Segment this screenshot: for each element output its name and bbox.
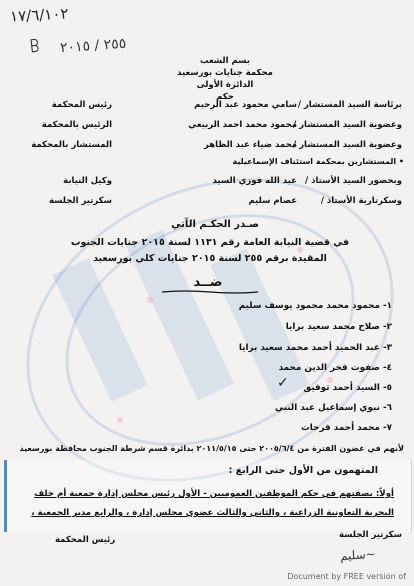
court-name: محكمة جنايات بورسعيد <box>177 68 273 78</box>
against-underline <box>160 290 260 294</box>
panel-title: وعضوية السيد المستشار / <box>293 120 402 130</box>
panel-title: وعضوية السيد المستشار / <box>293 140 402 150</box>
panel-role: المستشار بالمحكمة <box>31 140 112 150</box>
defendant-item: ٥- السيد أحمد توفيق <box>303 383 392 393</box>
secretary-row <box>22 196 402 210</box>
prosecution-row <box>22 176 402 190</box>
panel-name: سامي محمود عبد الرحيم <box>194 100 297 110</box>
footer-watermark-text: Document by FREE version of <box>287 572 406 581</box>
document-header <box>150 55 300 103</box>
handwritten-date: ١٧/٦/١٠٢ <box>9 4 69 26</box>
charge-line-1: أولاً: بصفتهم في حكم الموظفين العموميين - الأول رئيس مجلس إدارة جمعية أم خلف <box>34 489 394 499</box>
prosecution-title: وبحضور السيد الأستاذ / <box>305 176 402 186</box>
basmala: بسم الشعب <box>199 56 251 66</box>
secretary-role: سكرتير الجلسة <box>48 196 112 206</box>
panel-name: محمد ضياء عبد الظاهر <box>203 140 297 150</box>
prosecution-role: وكيل النيابة <box>63 176 112 186</box>
court-circuit: الدائرة الأولى <box>196 80 254 90</box>
against-heading: ضــد <box>193 275 223 290</box>
panel-row-3 <box>22 140 402 154</box>
signature-secretary: سكرتير الجلسة <box>338 530 402 540</box>
defendant-item: ٢- صلاح محمد سعيد برايا <box>285 322 392 332</box>
panel-row-2 <box>22 120 402 134</box>
case-line-1: في قضية النيابة العامة رقم ١١٣١ لسنة ٢٠١٥ جنايات الجنوب <box>70 237 350 248</box>
prosecution-name: عبد الله فوزي السيد <box>212 176 297 186</box>
period-statement: لأنهم في غضون الفترة من ٢٠٠٥/٦/٤ حتى ٢٠١١/٥/١٥ بدائرة قسم شرطة الجنوب محافظة بورسعيد <box>19 444 404 453</box>
defendant-item: ٤- صفوت فخر الدين محمد <box>278 363 392 373</box>
secretary-title: وسكرتارية الأستاذ / <box>320 196 402 206</box>
charge-line-2: البحرية التعاونية الزراعية ، والثاني والثالث عضوي مجلس إدارة ، والرابع مدير الجمعية ، <box>31 508 394 518</box>
appeals-court-note: • المستشارين بمحكمة استئناف الإسماعيلية <box>232 157 404 166</box>
panel-role: الرئيس بالمحكمة <box>41 120 112 130</box>
panel-name: محمود محمد احمد الربيعي <box>188 120 297 130</box>
panel-role: رئيس المحكمة <box>51 100 112 110</box>
defendant-item: ٣- عبد الحميد أحمد محمد سعيد برايا <box>238 343 392 353</box>
handwritten-mark: ꕗ <box>28 35 41 58</box>
defendant-item: ١- محمود محمد محمود يوسف سليم <box>238 301 392 311</box>
case-line-2: المقيدة برقم ٢٥٥ لسنة ٢٠١٥ جنايات كلي بورسعيد <box>93 253 327 264</box>
handwritten-check-icon: ✓ <box>277 375 289 391</box>
signature-scribble: ﺳﻠﻴﻢ~ <box>339 546 377 564</box>
verdict-word: حكم <box>216 92 234 102</box>
verdict-title: صـدر الحكـم الآتي <box>171 219 259 230</box>
secretary-name: عصام سليم <box>248 196 297 206</box>
charge-heading: المتهمون من الأول حتى الرابع : <box>228 465 378 476</box>
panel-row-1 <box>22 100 402 114</box>
panel-title: برئاسة السيد المستشار / <box>297 100 402 110</box>
defendant-item: ٦- نبوي إسماعيل عبد النبي <box>274 403 392 413</box>
signature-court-president: رئيس المحكمة <box>55 535 116 545</box>
handwritten-case-number: ٢٥٥ / ٢٠١٥ <box>59 35 127 57</box>
defendant-item: ٧- محمد أحمد فرحات <box>300 423 392 433</box>
